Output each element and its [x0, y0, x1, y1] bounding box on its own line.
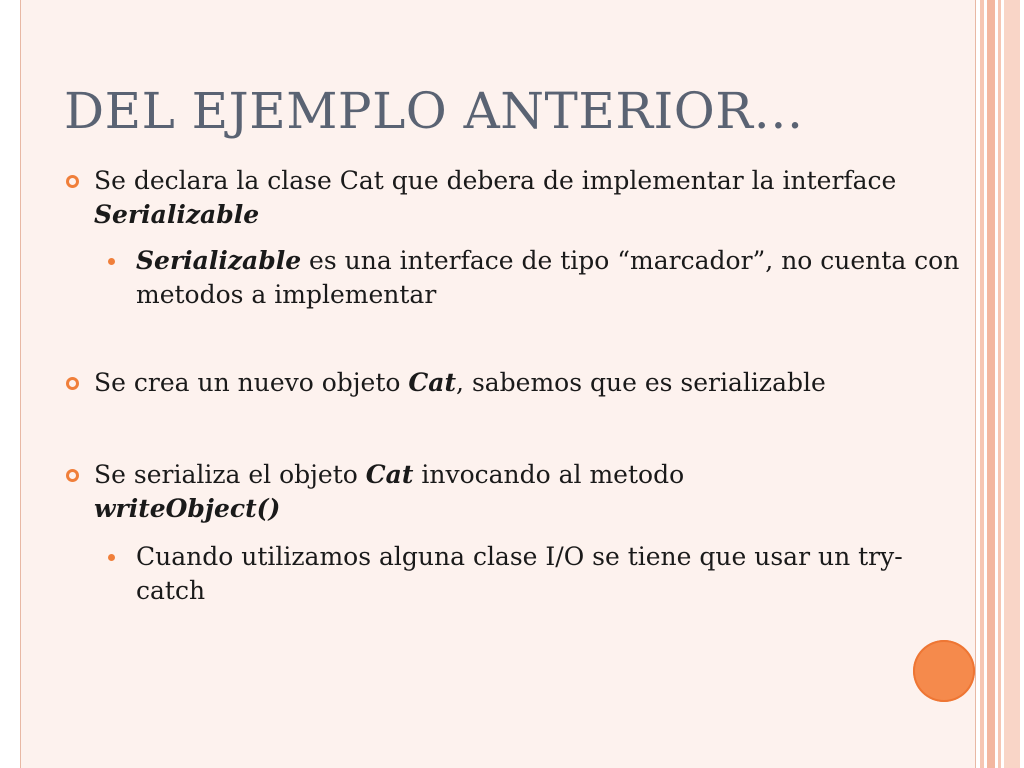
bullet-emphasis: Cat — [365, 460, 414, 489]
bullet-emphasis: Cat — [408, 368, 457, 397]
stripe — [987, 0, 995, 768]
slide-content — [64, 164, 964, 608]
ring-bullet-icon — [66, 377, 79, 390]
decorative-stripes — [976, 0, 1024, 768]
bullet-text: Se crea un nuevo objeto — [94, 368, 409, 397]
dot-bullet-icon — [108, 258, 115, 265]
stripe — [998, 0, 1001, 768]
ring-bullet-icon — [66, 469, 79, 482]
sub-bullet-item — [64, 540, 964, 608]
dot-bullet-icon — [108, 554, 115, 561]
decorative-circle — [913, 640, 975, 702]
stripe — [1004, 0, 1020, 768]
sub-bullet-emphasis: Serializable — [136, 246, 302, 275]
bullet-item — [64, 458, 964, 526]
sub-bullet-text: Cuando utilizamos alguna clase I/O se tiene que usar un try-catch — [136, 542, 903, 605]
bullet-text: Se declara la clase Cat que debera de implementar la interface — [94, 166, 897, 195]
bullet-emphasis: Serializable — [94, 200, 260, 229]
bullet-emphasis: writeObject() — [94, 494, 281, 523]
bullet-text: Se serializa el objeto — [94, 460, 366, 489]
bullet-text: invocando al metodo — [413, 460, 685, 489]
stripe — [980, 0, 984, 768]
ring-bullet-icon — [66, 175, 79, 188]
bullet-item — [64, 366, 964, 400]
bullet-item — [64, 164, 964, 232]
bullet-text: , sabemos que es serializable — [456, 368, 826, 397]
slide-title: DEL EJEMPLO ANTERIOR… — [64, 82, 804, 140]
sub-bullet-item — [64, 244, 964, 312]
sub-bullet-text: es una interface de tipo “marcador”, no cuenta con metodos a implementar — [136, 246, 960, 309]
